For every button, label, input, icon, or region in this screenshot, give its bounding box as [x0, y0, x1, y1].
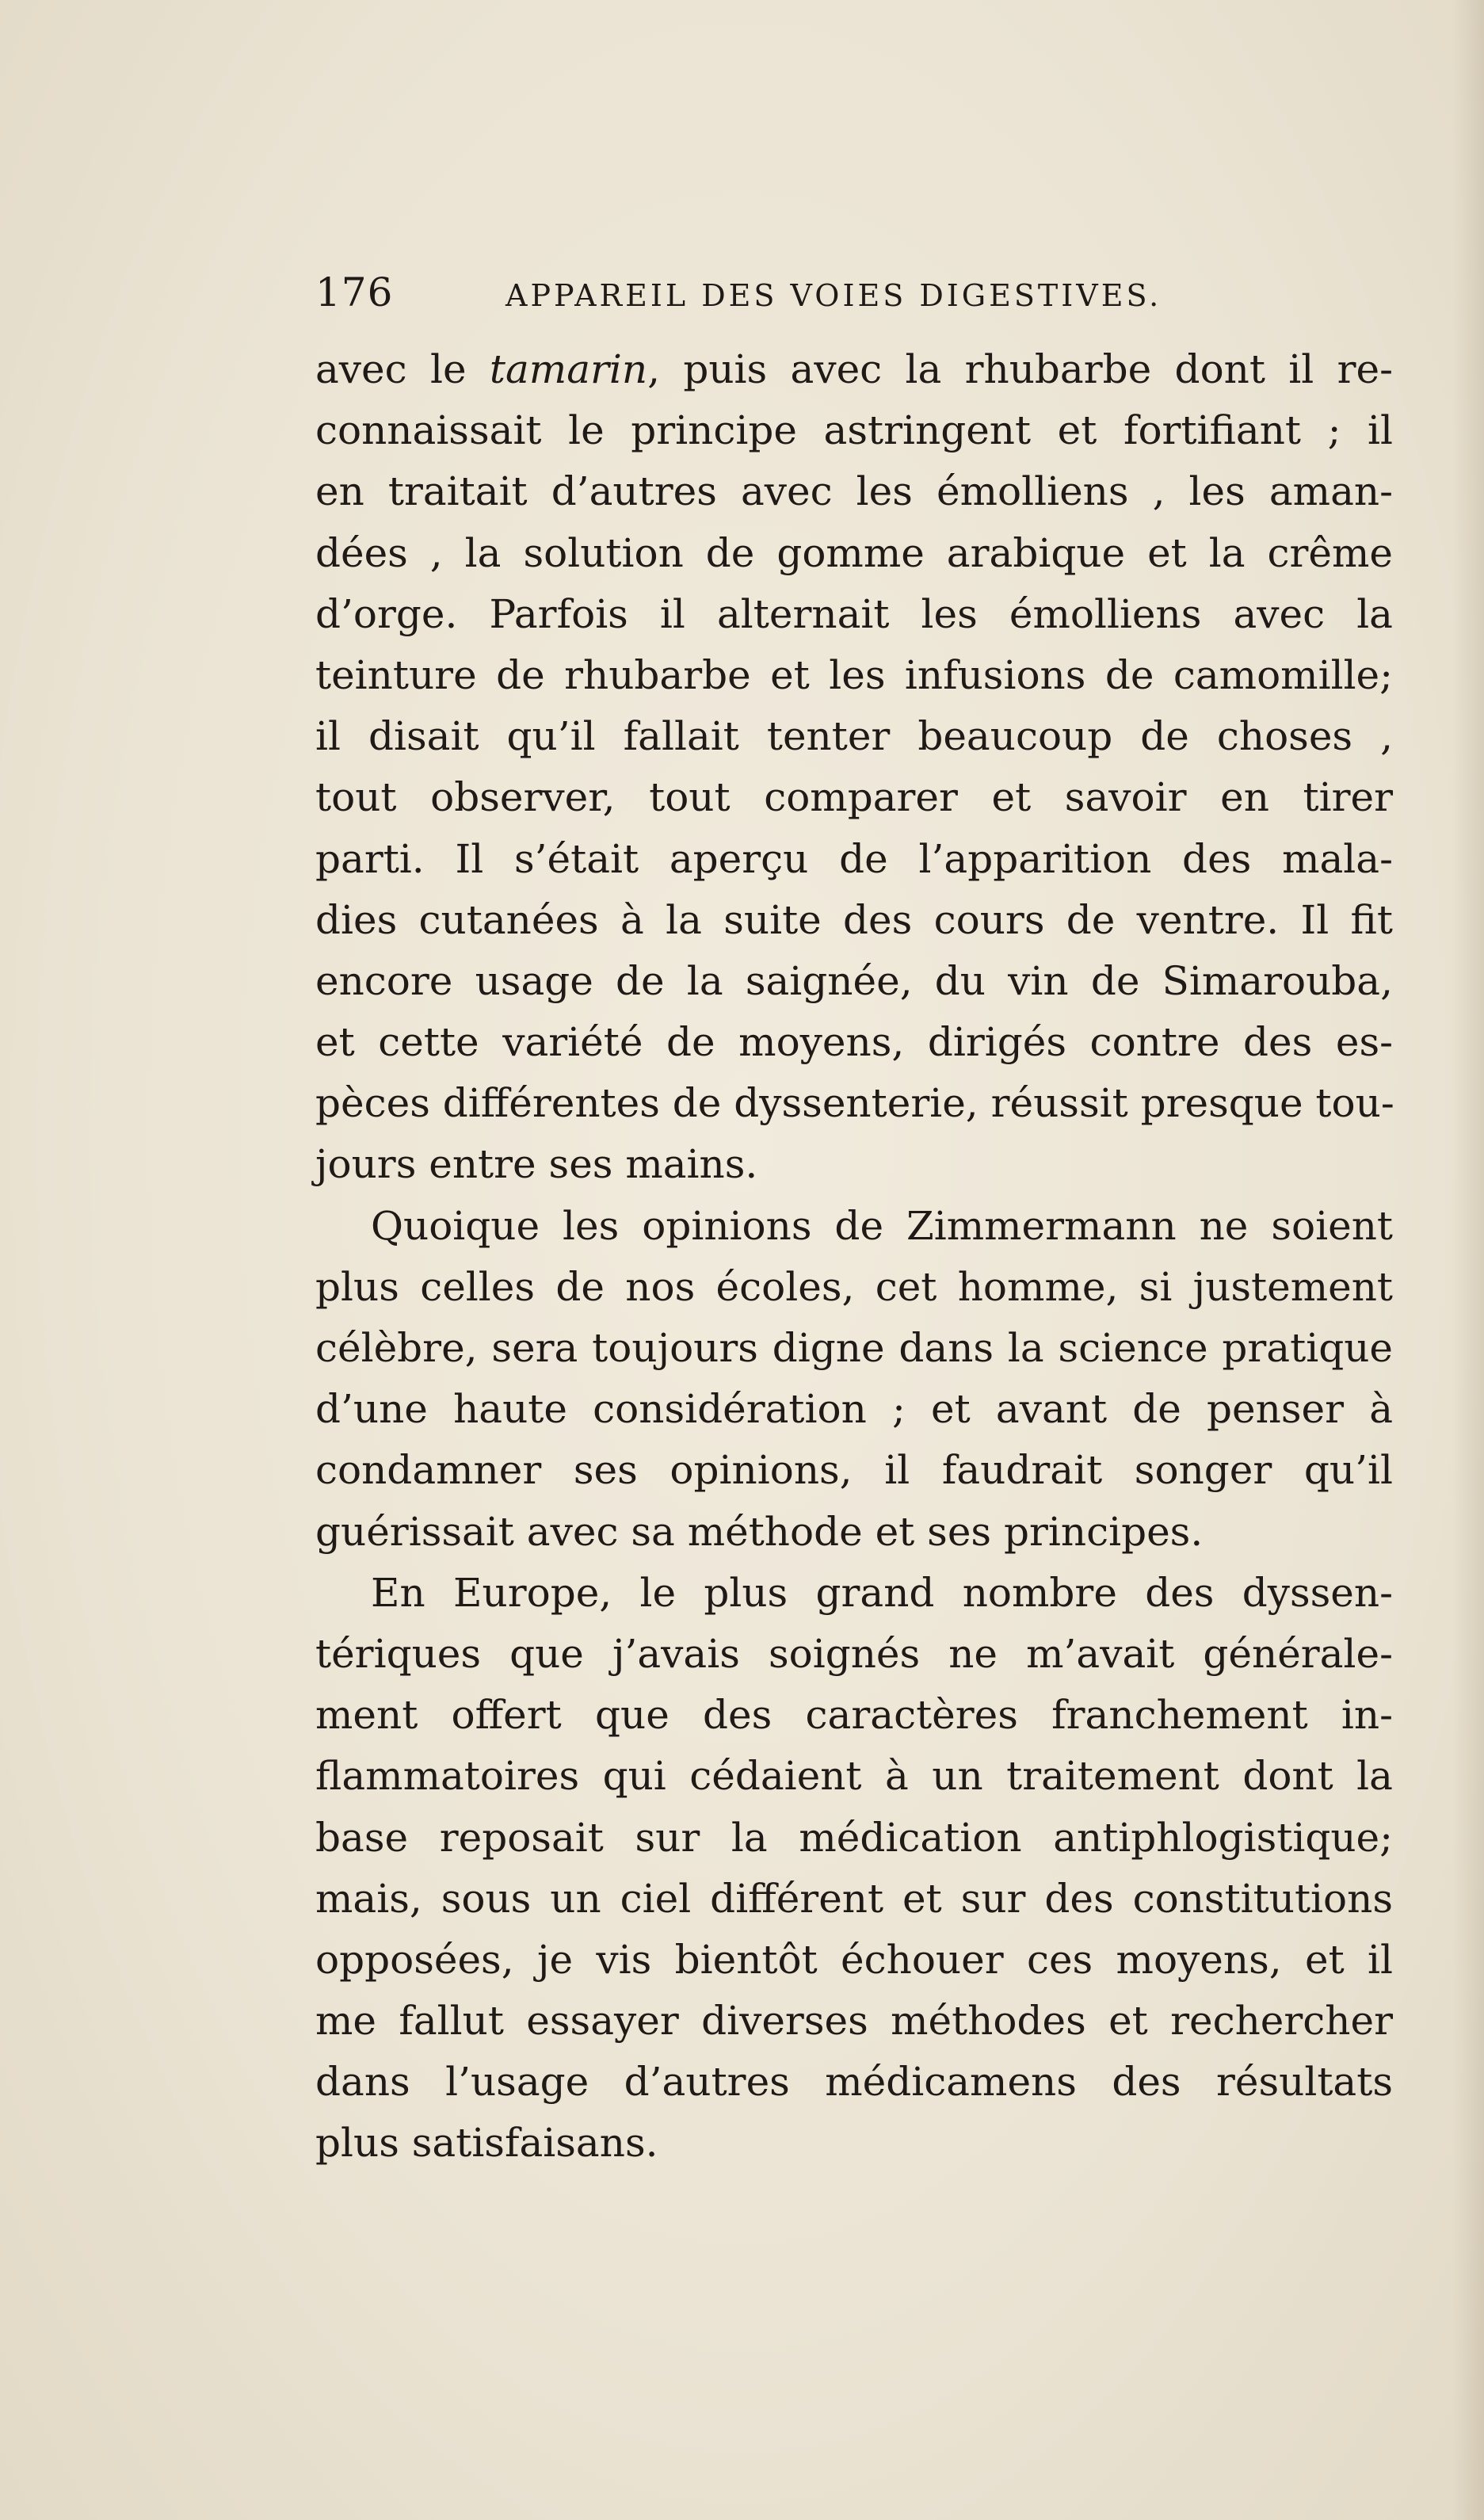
- text-line: condamner ses opinions, il faudrait songer qu’il: [315, 1447, 1393, 1494]
- text-line: flammatoires qui cédaient à un traitement dont la: [315, 1753, 1393, 1800]
- italic-word: tamarin: [489, 346, 648, 392]
- text-line: tout observer, tout comparer et savoir en tirer: [315, 774, 1393, 821]
- text-line: dans l’usage d’autres médicamens des résultats: [315, 2059, 1393, 2106]
- text-line: il disait qu’il fallait tenter beaucoup de choses ,: [315, 713, 1393, 760]
- text-line: mais, sous un ciel différent et sur des constitutions: [315, 1875, 1393, 1922]
- text-line: d’orge. Parfois il alternait les émolliens avec la: [315, 590, 1393, 637]
- text-line: célèbre, sera toujours digne dans la science pratique: [315, 1325, 1393, 1371]
- text-line: pèces différentes de dyssenterie, réussit presque tou-: [315, 1080, 1394, 1127]
- text-line: me fallut essayer diverses méthodes et rechercher: [315, 1998, 1393, 2045]
- page-edge-shadow: [1452, 0, 1484, 2520]
- text-line: jours entre ses mains.: [315, 1141, 758, 1188]
- text-line: base reposait sur la médication antiphlogistique;: [315, 1814, 1393, 1861]
- paragraph-first-line: En Europe, le plus grand nombre des dyssen-: [371, 1569, 1393, 1616]
- running-title: APPAREIL DES VOIES DIGESTIVES.: [505, 278, 1162, 313]
- text-line: dies cutanées à la suite des cours de ventre. Il fit: [315, 896, 1393, 943]
- text-line: ment offert que des caractères franchement in-: [315, 1692, 1393, 1739]
- text-line: dées , la solution de gomme arabique et la crême: [315, 529, 1393, 576]
- text-line: connaissait le principe astringent et fortifiant ; il: [315, 407, 1393, 454]
- text-line: en traitait d’autres avec les émolliens , les aman-: [315, 468, 1393, 515]
- paragraph-first-line: Quoique les opinions de Zimmermann ne soient: [371, 1202, 1393, 1249]
- text-line: guérissait avec sa méthode et ses principes.: [315, 1508, 1204, 1555]
- text-line: plus satisfaisans.: [315, 2120, 658, 2167]
- text-line: opposées, je vis bientôt échouer ces moyens, et il: [315, 1936, 1393, 1983]
- text-line: d’une haute considération ; et avant de penser à: [315, 1386, 1393, 1433]
- text-line: encore usage de la saignée, du vin de Simarouba,: [315, 957, 1393, 1004]
- page-number: 176: [315, 269, 394, 315]
- text-line: avec le tamarin, puis avec la rhubarbe dont il re-: [315, 346, 1393, 392]
- text-line: teinture de rhubarbe et les infusions de camomille;: [315, 651, 1393, 698]
- text-line: tériques que j’avais soignés ne m’avait générale-: [315, 1630, 1393, 1677]
- running-head: [315, 265, 1393, 320]
- text-line: et cette variété de moyens, dirigés contre des es-: [315, 1019, 1393, 1066]
- body-text: [315, 339, 1393, 2174]
- text-line: parti. Il s’était aperçu de l’apparition des mala-: [315, 835, 1393, 882]
- text-line: plus celles de nos écoles, cet homme, si justement: [315, 1263, 1393, 1310]
